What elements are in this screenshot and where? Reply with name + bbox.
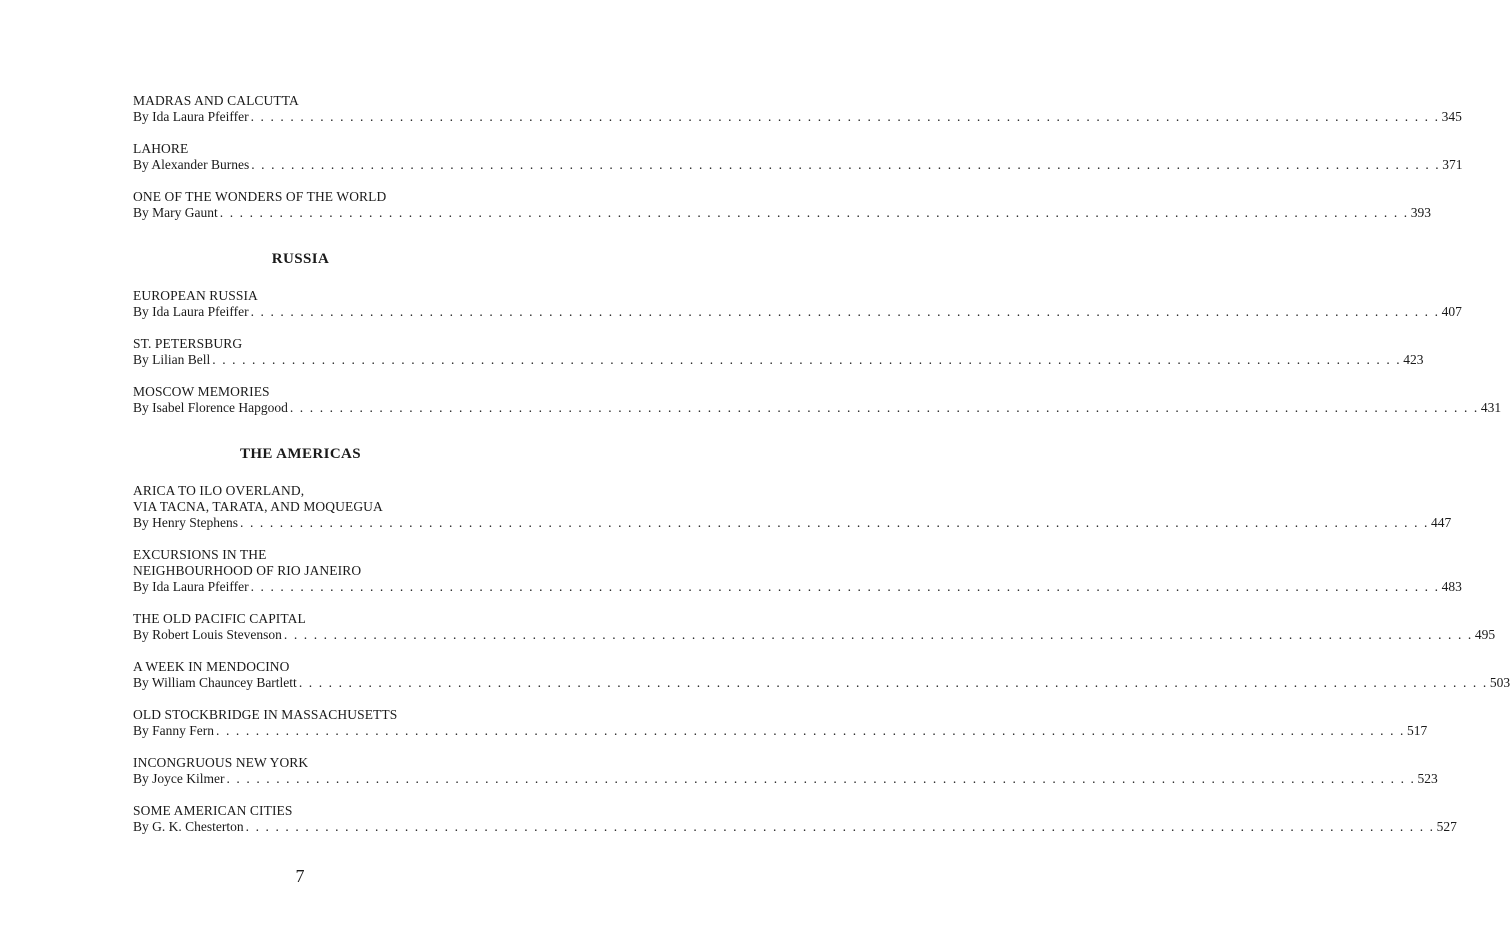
entry-author: By Joyce Kilmer bbox=[133, 771, 225, 786]
dot-leader: . . . . . . . . . . . . . . . . . . . . . . . . . . . . . . . . . . . . . . . . . . . . . . . . . . . . . . . . . . . . . . . . . . . . . . . . . . . . . . . . . . . . . . . . . . . . . . . . . . . . . . . . . . . . . . . . . . . . . . . . bbox=[240, 515, 1430, 530]
entry-byline bbox=[133, 771, 1438, 787]
entry-page-number: 523 bbox=[1417, 771, 1438, 786]
toc-entry bbox=[133, 189, 1432, 221]
entry-author: By Henry Stephens bbox=[133, 515, 238, 530]
dot-leader: . . . . . . . . . . . . . . . . . . . . . . . . . . . . . . . . . . . . . . . . . . . . . . . . . . . . . . . . . . . . . . . . . . . . . . . . . . . . . . . . . . . . . . . . . . . . . . . . . . . . . . . . . . . . . . . . . . . . . . . . bbox=[289, 400, 1479, 415]
entry-title: VIA TACNA, TARATA, AND MOQUEGUA bbox=[133, 499, 383, 514]
entry-page-number: 447 bbox=[1431, 515, 1452, 530]
entry-title: OLD STOCKBRIDGE IN MASSACHUSETTS bbox=[133, 707, 398, 722]
entry-page-number: 483 bbox=[1441, 579, 1462, 594]
entry-byline bbox=[133, 723, 1428, 739]
entry-byline bbox=[133, 205, 1432, 221]
entry-title: SOME AMERICAN CITIES bbox=[133, 803, 293, 818]
entry-byline bbox=[133, 515, 1452, 531]
entry-page-number: 431 bbox=[1480, 400, 1502, 415]
toc-entry bbox=[133, 547, 1462, 595]
entry-byline bbox=[133, 819, 1457, 835]
entry-page-number: 495 bbox=[1474, 627, 1496, 642]
dot-leader: . . . . . . . . . . . . . . . . . . . . . . . . . . . . . . . . . . . . . . . . . . . . . . . . . . . . . . . . . . . . . . . . . . . . . . . . . . . . . . . . . . . . . . . . . . . . . . . . . . . . . . . . . . . . . . . . . . . . . . . . bbox=[251, 157, 1441, 172]
toc-entry bbox=[133, 93, 1462, 125]
toc-entry bbox=[133, 659, 1510, 691]
entry-byline bbox=[133, 157, 1463, 173]
entry-byline bbox=[133, 579, 1462, 595]
entry-title: EXCURSIONS IN THE bbox=[133, 547, 267, 562]
entry-byline bbox=[133, 109, 1462, 125]
page-number: 7 bbox=[295, 866, 305, 886]
toc-entry bbox=[133, 384, 1502, 416]
entry-page-number: 393 bbox=[1410, 205, 1432, 220]
toc-entry bbox=[133, 483, 1452, 531]
entry-author: By Fanny Fern bbox=[133, 723, 214, 738]
entry-author: By Isabel Florence Hapgood bbox=[133, 400, 288, 415]
dot-leader: . . . . . . . . . . . . . . . . . . . . . . . . . . . . . . . . . . . . . . . . . . . . . . . . . . . . . . . . . . . . . . . . . . . . . . . . . . . . . . . . . . . . . . . . . . . . . . . . . . . . . . . . . . . . . . . . . . . . . . . . bbox=[219, 205, 1409, 220]
entry-title: INCONGRUOUS NEW YORK bbox=[133, 755, 309, 770]
dot-leader: . . . . . . . . . . . . . . . . . . . . . . . . . . . . . . . . . . . . . . . . . . . . . . . . . . . . . . . . . . . . . . . . . . . . . . . . . . . . . . . . . . . . . . . . . . . . . . . . . . . . . . . . . . . . . . . . . . . . . . . . bbox=[245, 819, 1435, 834]
section-heading: RUSSIA bbox=[271, 251, 330, 267]
entry-byline bbox=[133, 352, 1424, 368]
entry-author: By Mary Gaunt bbox=[133, 205, 218, 220]
dot-leader: . . . . . . . . . . . . . . . . . . . . . . . . . . . . . . . . . . . . . . . . . . . . . . . . . . . . . . . . . . . . . . . . . . . . . . . . . . . . . . . . . . . . . . . . . . . . . . . . . . . . . . . . . . . . . . . . . . . . . . . . bbox=[250, 304, 1440, 319]
entry-page-number: 407 bbox=[1441, 304, 1462, 319]
entry-byline bbox=[133, 400, 1502, 416]
entry-page-number: 517 bbox=[1407, 723, 1428, 738]
entry-page-number: 371 bbox=[1442, 157, 1463, 172]
entry-page-number: 423 bbox=[1403, 352, 1424, 367]
entry-byline bbox=[133, 675, 1510, 691]
entry-author: By Ida Laura Pfeiffer bbox=[133, 304, 249, 319]
entry-byline bbox=[133, 304, 1462, 320]
toc-entry bbox=[133, 336, 1424, 368]
entry-author: By G. K. Chesterton bbox=[133, 819, 244, 834]
toc-entry bbox=[133, 288, 1462, 320]
dot-leader: . . . . . . . . . . . . . . . . . . . . . . . . . . . . . . . . . . . . . . . . . . . . . . . . . . . . . . . . . . . . . . . . . . . . . . . . . . . . . . . . . . . . . . . . . . . . . . . . . . . . . . . . . . . . . . . . . . . . . . . . bbox=[250, 109, 1440, 124]
entry-title: ARICA TO ILO OVERLAND, bbox=[133, 483, 305, 498]
dot-leader: . . . . . . . . . . . . . . . . . . . . . . . . . . . . . . . . . . . . . . . . . . . . . . . . . . . . . . . . . . . . . . . . . . . . . . . . . . . . . . . . . . . . . . . . . . . . . . . . . . . . . . . . . . . . . . . . . . . . . . . . bbox=[212, 352, 1402, 367]
table-of-contents bbox=[133, 93, 1510, 851]
entry-title: LAHORE bbox=[133, 141, 189, 156]
entry-title: THE OLD PACIFIC CAPITAL bbox=[133, 611, 306, 626]
entry-page-number: 503 bbox=[1489, 675, 1510, 690]
dot-leader: . . . . . . . . . . . . . . . . . . . . . . . . . . . . . . . . . . . . . . . . . . . . . . . . . . . . . . . . . . . . . . . . . . . . . . . . . . . . . . . . . . . . . . . . . . . . . . . . . . . . . . . . . . . . . . . . . . . . . . . . bbox=[226, 771, 1416, 786]
entry-title: MADRAS AND CALCUTTA bbox=[133, 93, 299, 108]
entry-byline bbox=[133, 627, 1496, 643]
entry-title: ONE OF THE WONDERS OF THE WORLD bbox=[133, 189, 387, 204]
dot-leader: . . . . . . . . . . . . . . . . . . . . . . . . . . . . . . . . . . . . . . . . . . . . . . . . . . . . . . . . . . . . . . . . . . . . . . . . . . . . . . . . . . . . . . . . . . . . . . . . . . . . . . . . . . . . . . . . . . . . . . . . bbox=[216, 723, 1406, 738]
toc-entry bbox=[133, 803, 1457, 835]
entry-title: EUROPEAN RUSSIA bbox=[133, 288, 258, 303]
entry-title: MOSCOW MEMORIES bbox=[133, 384, 270, 399]
entry-author: By Lilian Bell bbox=[133, 352, 211, 367]
toc-entry bbox=[133, 611, 1496, 643]
section-heading: THE AMERICAS bbox=[239, 446, 362, 462]
entry-title: NEIGHBOURHOOD OF RIO JANEIRO bbox=[133, 563, 362, 578]
entry-author: By Ida Laura Pfeiffer bbox=[133, 579, 249, 594]
entry-title: ST. PETERSBURG bbox=[133, 336, 243, 351]
entry-page-number: 527 bbox=[1436, 819, 1457, 834]
entry-author: By Ida Laura Pfeiffer bbox=[133, 109, 249, 124]
entry-title: A WEEK IN MENDOCINO bbox=[133, 659, 290, 674]
dot-leader: . . . . . . . . . . . . . . . . . . . . . . . . . . . . . . . . . . . . . . . . . . . . . . . . . . . . . . . . . . . . . . . . . . . . . . . . . . . . . . . . . . . . . . . . . . . . . . . . . . . . . . . . . . . . . . . . . . . . . . . . bbox=[298, 675, 1488, 690]
entry-author: By Robert Louis Stevenson bbox=[133, 627, 282, 642]
entry-author: By Alexander Burnes bbox=[133, 157, 250, 172]
toc-entry bbox=[133, 141, 1463, 173]
dot-leader: . . . . . . . . . . . . . . . . . . . . . . . . . . . . . . . . . . . . . . . . . . . . . . . . . . . . . . . . . . . . . . . . . . . . . . . . . . . . . . . . . . . . . . . . . . . . . . . . . . . . . . . . . . . . . . . . . . . . . . . . bbox=[250, 579, 1440, 594]
entry-page-number: 345 bbox=[1441, 109, 1462, 124]
entry-author: By William Chauncey Bartlett bbox=[133, 675, 297, 690]
dot-leader: . . . . . . . . . . . . . . . . . . . . . . . . . . . . . . . . . . . . . . . . . . . . . . . . . . . . . . . . . . . . . . . . . . . . . . . . . . . . . . . . . . . . . . . . . . . . . . . . . . . . . . . . . . . . . . . . . . . . . . . . bbox=[283, 627, 1473, 642]
toc-entry bbox=[133, 707, 1428, 739]
toc-entry bbox=[133, 755, 1438, 787]
